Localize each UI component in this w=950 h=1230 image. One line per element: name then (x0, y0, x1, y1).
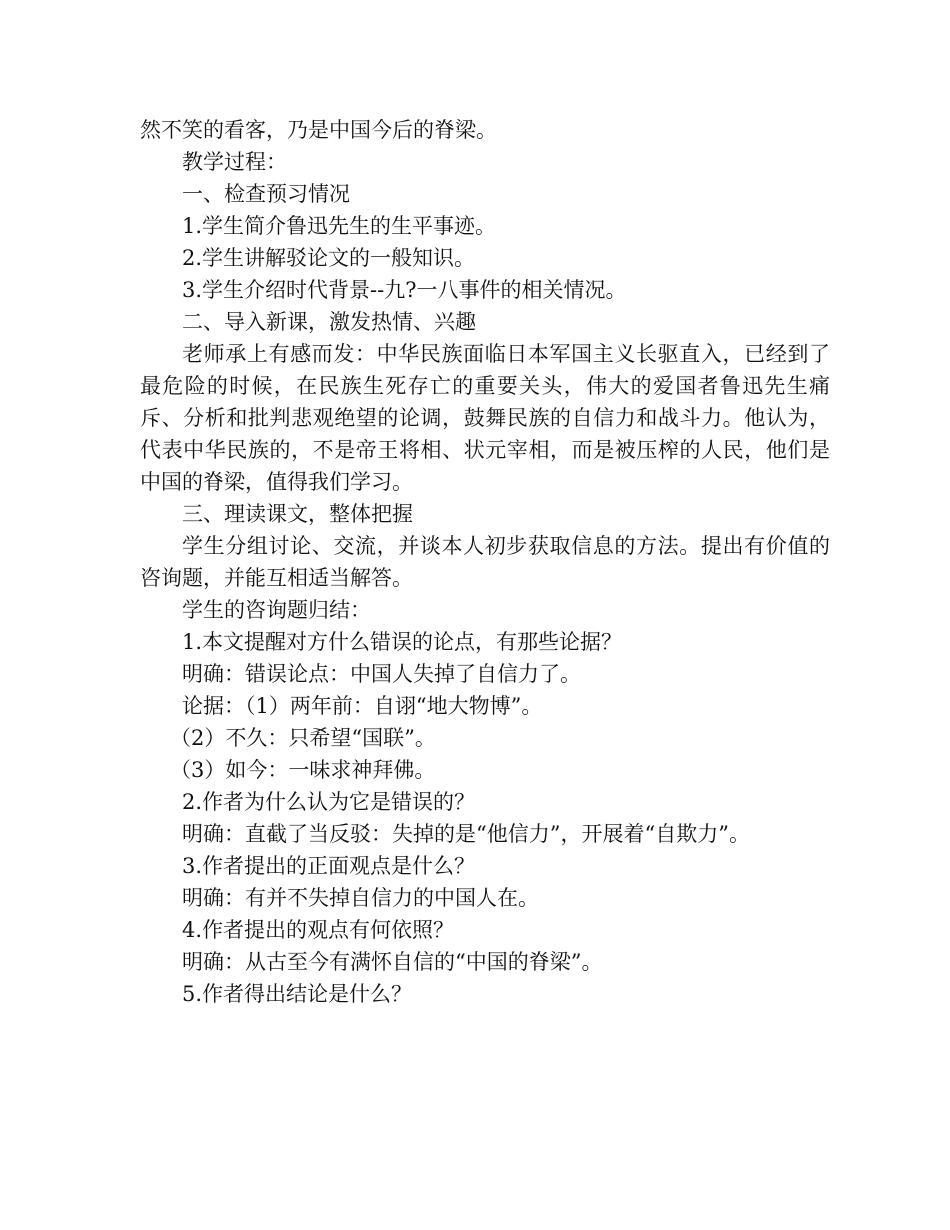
answer-item: 明确：直截了当反驳：失掉的是“他信力”，开展着“自欺力”。 (182, 822, 750, 846)
question-item: 1.本文提醒对方什么错误的论点，有那些论据？ (182, 630, 623, 654)
answer-item: 论据：（1）两年前：自诩“地大物博”。 (182, 694, 543, 718)
heading-teaching-process: 教学过程： (182, 150, 287, 174)
document-body (140, 114, 830, 1010)
question-item: 4.作者提出的观点有何依照？ (182, 918, 455, 942)
list-heading: 学生的咨询题归结： (182, 598, 371, 622)
answer-subitem: （2）不久：只希望“国联”。 (170, 726, 436, 750)
paragraph-continuation: 然不笑的看客，乃是中国今后的脊梁。 (140, 118, 497, 142)
answer-subitem: （3）如今：一味求神拜佛。 (170, 758, 436, 782)
section-heading-3: 三、理读课文，整体把握 (182, 502, 413, 526)
list-item: 2.学生讲解驳论文的一般知识。 (182, 246, 476, 270)
section-heading-2: 二、导入新课，激发热情、兴趣 (182, 310, 476, 334)
body-paragraph: 老师承上有感而发：中华民族面临日本军国主义长驱直入，已经到了最危险的时候，在民族生死存亡的重要关头，伟大的爱国者鲁迅先生痛斥、分析和批判悲观绝望的论调，鼓舞民族的自信力和战斗力。他认为，代表中华民族的，不是帝王将相、状元宰相，而是被压榨的人民，他们是中国的脊梁，值得我们学习。 (140, 342, 830, 494)
question-item: 2.作者为什么认为它是错误的？ (182, 790, 476, 814)
question-item: 3.作者提出的正面观点是什么？ (182, 854, 476, 878)
answer-item: 明确：有并不失掉自信力的中国人在。 (182, 886, 539, 910)
list-item: 1.学生简介鲁迅先生的生平事迹。 (182, 214, 497, 238)
list-item: 3.学生介绍时代背景--九?一八事件的相关情况。 (182, 278, 627, 302)
answer-item: 明确：从古至今有满怀自信的“中国的脊梁”。 (182, 950, 603, 974)
answer-item: 明确：错误论点：中国人失掉了自信力了。 (182, 662, 581, 686)
body-paragraph: 学生分组讨论、交流，并谈本人初步获取信息的方法。提出有价值的咨询题，并能互相适当解答。 (140, 534, 830, 590)
question-item: 5.作者得出结论是什么？ (182, 982, 413, 1006)
section-heading-1: 一、检查预习情况 (182, 182, 350, 206)
